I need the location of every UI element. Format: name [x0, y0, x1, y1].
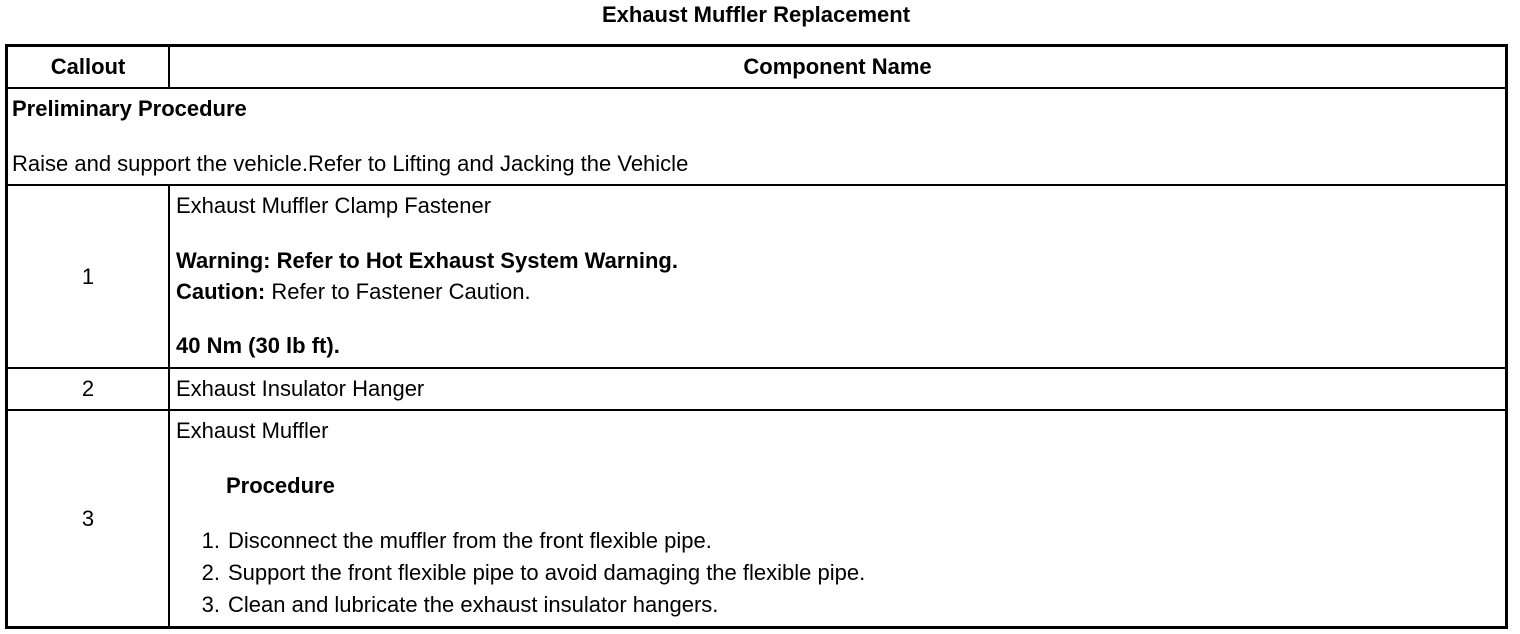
- column-header-callout: Callout: [8, 47, 170, 87]
- torque-spec: 40 Nm (30 lb ft).: [176, 333, 340, 358]
- component-name: Exhaust Muffler Clamp Fastener: [176, 193, 492, 218]
- caution-label: Caution:: [176, 279, 266, 304]
- procedure-step: [170, 560, 865, 586]
- component-cell: [170, 411, 1505, 626]
- preliminary-text: Raise and support the vehicle.Refer to Lifting and Jacking the Vehicle: [12, 151, 689, 176]
- step-number: 1.: [201, 528, 220, 553]
- preliminary-heading: Preliminary Procedure: [12, 96, 247, 121]
- caution-text: Refer to Fastener Caution.: [265, 279, 531, 304]
- preliminary-procedure-row: [8, 87, 1505, 184]
- document-title: Exhaust Muffler Replacement: [601, 2, 911, 27]
- warning-text: Warning: Refer to Hot Exhaust System Warning.: [176, 248, 678, 273]
- procedure-step: [170, 528, 712, 554]
- step-number: 2.: [201, 560, 220, 585]
- procedure-step: [170, 592, 718, 618]
- callout-number: 3: [8, 411, 170, 626]
- component-cell: [170, 186, 1505, 367]
- component-table: [5, 44, 1508, 629]
- step-text: Support the front flexible pipe to avoid damaging the flexible pipe.: [228, 560, 866, 585]
- table-header-row: [8, 47, 1505, 87]
- callout-number: 2: [8, 369, 170, 409]
- callout-number: 1: [8, 186, 170, 367]
- step-text: Disconnect the muffler from the front flexible pipe.: [228, 528, 712, 553]
- component-cell: [170, 369, 1505, 409]
- table-row-callout-3: [8, 409, 1505, 626]
- procedure-heading: Procedure: [226, 473, 335, 498]
- table-row-callout-2: [8, 367, 1505, 409]
- caution-line: [176, 279, 531, 305]
- component-name: Exhaust Insulator Hanger: [176, 376, 425, 401]
- step-text: Clean and lubricate the exhaust insulator hangers.: [228, 592, 719, 617]
- component-name: Exhaust Muffler: [176, 418, 329, 443]
- column-header-component-name: Component Name: [743, 54, 932, 79]
- table-row-callout-1: [8, 184, 1505, 367]
- step-number: 3.: [201, 592, 220, 617]
